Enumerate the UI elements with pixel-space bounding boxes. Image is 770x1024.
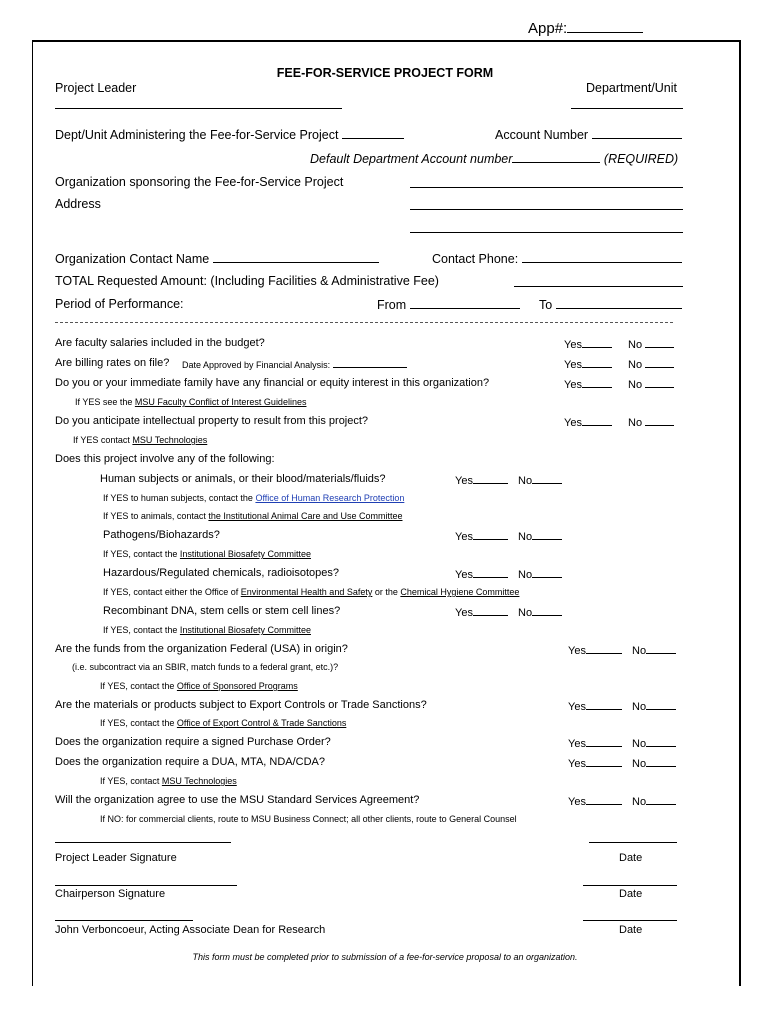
org-contact-label: Organization Contact Name xyxy=(55,252,210,266)
yes-label: Yes xyxy=(564,339,582,351)
yes-field[interactable] xyxy=(564,415,612,429)
no-label: No xyxy=(518,531,533,543)
note-hazardous-chemicals: If YES, contact either the Office of Environmental Health and Safety or the Chemical Hygiene Committee xyxy=(103,587,520,597)
yes-field[interactable] xyxy=(455,567,508,581)
leader-signature-line[interactable] xyxy=(55,842,231,843)
account-number-field[interactable] xyxy=(495,127,682,142)
yes-label: Yes xyxy=(568,738,586,750)
question-faculty-salaries: Are faculty salaries included in the budget? xyxy=(55,337,265,349)
total-requested-label: TOTAL Requested Amount: (Including Facilities & Administrative Fee) xyxy=(55,274,439,288)
yes-field[interactable] xyxy=(568,794,622,808)
yes-blank[interactable] xyxy=(473,473,508,484)
dean-date-label: Date xyxy=(619,924,643,936)
yes-blank[interactable] xyxy=(473,529,508,540)
question-intellectual-property: Do you anticipate intellectual property to result from this project? xyxy=(55,415,369,427)
link-export-control[interactable]: Office of Export Control & Trade Sanctions xyxy=(176,718,347,728)
no-blank[interactable] xyxy=(646,736,676,747)
org-contact-field[interactable] xyxy=(55,251,379,266)
yes-label: Yes xyxy=(564,417,582,429)
no-field[interactable] xyxy=(628,357,674,371)
no-field[interactable] xyxy=(628,377,674,391)
question-financial-interest: Do you or your immediate family have any financial or equity interest in this organization? xyxy=(55,377,490,389)
project-leader-blank[interactable] xyxy=(55,108,342,109)
dean-signature-line[interactable] xyxy=(55,920,193,921)
no-label: No xyxy=(518,569,533,581)
link-msu-technologies-2[interactable]: MSU Technologies xyxy=(161,776,237,786)
yes-label: Yes xyxy=(455,607,473,619)
project-leader-label: Project Leader xyxy=(55,81,137,95)
no-field[interactable] xyxy=(632,794,676,808)
yes-field[interactable] xyxy=(568,736,622,750)
address-blank-1[interactable] xyxy=(410,209,683,210)
app-number-label: App#: xyxy=(528,20,568,37)
question-federal-funds: Are the funds from the organization Federal (USA) in origin? xyxy=(55,643,348,655)
org-contact-blank[interactable] xyxy=(213,251,379,263)
note-pathogens: If YES, contact the Institutional Biosafety Committee xyxy=(103,549,311,559)
link-animal-care-committee[interactable]: the Institutional Animal Care and Use Committee xyxy=(208,511,403,521)
leader-signature-label: Project Leader Signature xyxy=(55,852,177,864)
no-blank[interactable] xyxy=(645,337,674,348)
section-divider xyxy=(55,322,673,323)
yes-field[interactable] xyxy=(568,699,622,713)
yes-field[interactable] xyxy=(564,357,612,371)
no-blank[interactable] xyxy=(532,605,562,616)
question-purchase-order: Does the organization require a signed Purchase Order? xyxy=(55,736,331,748)
yes-label: Yes xyxy=(568,796,586,808)
yes-label: Yes xyxy=(455,531,473,543)
form-title: FEE-FOR-SERVICE PROJECT FORM xyxy=(276,66,494,80)
yes-label: Yes xyxy=(455,475,473,487)
no-field[interactable] xyxy=(632,756,676,770)
period-from-label: From xyxy=(377,298,407,312)
default-account-label: Default Department Account number xyxy=(310,152,513,166)
no-blank[interactable] xyxy=(646,699,676,710)
no-field[interactable] xyxy=(632,736,676,750)
dept-admin-blank[interactable] xyxy=(342,127,404,139)
yes-blank[interactable] xyxy=(586,699,622,710)
chair-date-label: Date xyxy=(619,888,643,900)
yes-label: Yes xyxy=(564,379,582,391)
question-involve: Does this project involve any of the following: xyxy=(55,453,275,465)
yes-blank[interactable] xyxy=(582,377,612,388)
org-sponsoring-blank[interactable] xyxy=(410,187,683,188)
no-field[interactable] xyxy=(518,529,562,543)
yes-label: Yes xyxy=(568,701,586,713)
no-field[interactable] xyxy=(518,605,562,619)
yes-field[interactable] xyxy=(564,377,612,391)
no-blank[interactable] xyxy=(646,756,676,767)
account-number-blank[interactable] xyxy=(592,127,682,139)
no-blank[interactable] xyxy=(532,567,562,578)
note-federal-funds: If YES, contact the Office of Sponsored Programs xyxy=(100,681,298,691)
no-blank[interactable] xyxy=(532,529,562,540)
link-msu-technologies[interactable]: MSU Technologies xyxy=(132,435,208,445)
question-recombinant-dna: Recombinant DNA, stem cells or stem cell lines? xyxy=(103,605,341,617)
period-to-field[interactable] xyxy=(539,297,682,312)
yes-blank[interactable] xyxy=(586,736,622,747)
no-field[interactable] xyxy=(518,567,562,581)
leader-date-line[interactable] xyxy=(589,842,677,843)
yes-blank[interactable] xyxy=(586,643,622,654)
link-coi-guidelines[interactable]: MSU Faculty Conflict of Interest Guidelines xyxy=(134,397,307,407)
note-human-subjects: If YES to human subjects, contact the Office of Human Research Protection xyxy=(103,493,405,503)
question-pathogens: Pathogens/Biohazards? xyxy=(103,529,220,541)
contact-phone-blank[interactable] xyxy=(522,251,682,263)
yes-label: Yes xyxy=(568,758,586,770)
link-chemical-hygiene-committee[interactable]: Chemical Hygiene Committee xyxy=(400,587,520,597)
no-label: No xyxy=(518,475,533,487)
yes-blank[interactable] xyxy=(582,415,612,426)
required-label: (REQUIRED) xyxy=(603,152,679,166)
no-blank[interactable] xyxy=(645,415,674,426)
note-standard-agreement: If NO: for commercial clients, route to MSU Business Connect; all other clients, route to General Counsel xyxy=(100,814,517,824)
contact-phone-label: Contact Phone: xyxy=(432,252,519,266)
department-unit-label: Department/Unit xyxy=(586,81,678,95)
period-to-blank[interactable] xyxy=(556,297,682,309)
yes-field[interactable] xyxy=(455,529,508,543)
no-label: No xyxy=(628,379,643,391)
period-to-label: To xyxy=(539,298,553,312)
org-sponsoring-label: Organization sponsoring the Fee-for-Service Project xyxy=(55,175,344,189)
no-blank[interactable] xyxy=(645,357,674,368)
no-label: No xyxy=(628,359,643,371)
no-field[interactable] xyxy=(628,337,674,351)
account-number-label: Account Number xyxy=(495,128,589,142)
question-export-controls: Are the materials or products subject to Export Controls or Trade Sanctions? xyxy=(55,699,427,711)
no-field[interactable] xyxy=(628,415,674,429)
question-billing-rates: Are billing rates on file? xyxy=(55,357,170,369)
address-blank-2[interactable] xyxy=(410,232,683,233)
note-animals: If YES to animals, contact the Institutional Animal Care and Use Committee xyxy=(103,511,403,521)
link-sponsored-programs[interactable]: Office of Sponsored Programs xyxy=(176,681,298,691)
no-label: No xyxy=(628,417,643,429)
yes-label: Yes xyxy=(568,645,586,657)
chair-signature-line[interactable] xyxy=(55,885,237,886)
app-number-blank[interactable] xyxy=(567,21,643,33)
department-unit-blank[interactable] xyxy=(571,108,683,109)
contact-phone-field[interactable] xyxy=(432,251,682,266)
note-financial-interest: If YES see the MSU Faculty Conflict of Interest Guidelines xyxy=(75,397,307,407)
question-dua-mta: Does the organization require a DUA, MTA, NDA/CDA? xyxy=(55,756,326,768)
link-biosafety-committee[interactable]: Institutional Biosafety Committee xyxy=(179,549,311,559)
no-field[interactable] xyxy=(632,699,676,713)
chair-signature-label: Chairperson Signature xyxy=(55,888,166,900)
billing-date-label: Date Approved by Financial Analysis: xyxy=(182,360,331,370)
app-number-field[interactable] xyxy=(528,20,643,37)
no-field[interactable] xyxy=(632,643,676,657)
note-recombinant-dna: If YES, contact the Institutional Biosafety Committee xyxy=(103,625,311,635)
no-blank[interactable] xyxy=(532,473,562,484)
yes-field[interactable] xyxy=(568,643,622,657)
note-dua-mta: If YES, contact MSU Technologies xyxy=(100,776,237,786)
yes-blank[interactable] xyxy=(473,567,508,578)
link-human-research-protection[interactable]: Office of Human Research Protection xyxy=(255,493,405,503)
no-blank[interactable] xyxy=(646,643,676,654)
yes-label: Yes xyxy=(455,569,473,581)
no-label: No xyxy=(632,738,647,750)
default-account-field[interactable] xyxy=(310,151,678,166)
footer-note: This form must be completed prior to submission of a fee-for-service proposal to an organization. xyxy=(192,952,578,962)
no-blank[interactable] xyxy=(646,794,676,805)
no-label: No xyxy=(632,758,647,770)
dean-date-line[interactable] xyxy=(583,920,677,921)
total-requested-blank[interactable] xyxy=(514,286,683,287)
yes-blank[interactable] xyxy=(586,756,622,767)
question-hazardous-chemicals: Hazardous/Regulated chemicals, radioisotopes? xyxy=(103,567,340,579)
no-field[interactable] xyxy=(518,473,562,487)
billing-date-blank[interactable] xyxy=(333,358,407,368)
link-environmental-health-safety[interactable]: Environmental Health and Safety xyxy=(240,587,373,597)
link-biosafety-committee-2[interactable]: Institutional Biosafety Committee xyxy=(179,625,311,635)
dept-admin-field[interactable] xyxy=(55,127,404,142)
no-label: No xyxy=(632,645,647,657)
dean-signature-label: John Verboncoeur, Acting Associate Dean for Research xyxy=(55,924,326,936)
yes-blank[interactable] xyxy=(582,337,612,348)
note-intellectual-property: If YES contact MSU Technologies xyxy=(73,435,208,445)
question-human-subjects: Human subjects or animals, or their blood/materials/fluids? xyxy=(100,473,386,485)
address-label: Address xyxy=(55,197,101,211)
no-label: No xyxy=(628,339,643,351)
yes-field[interactable] xyxy=(455,473,508,487)
dept-admin-label: Dept/Unit Administering the Fee-for-Service Project xyxy=(55,128,339,142)
period-from-blank[interactable] xyxy=(410,297,520,309)
no-label: No xyxy=(518,607,533,619)
question-standard-agreement: Will the organization agree to use the MSU Standard Services Agreement? xyxy=(55,794,420,806)
billing-date-field[interactable] xyxy=(182,358,407,370)
leader-date-label: Date xyxy=(619,852,643,864)
note-export-controls: If YES, contact the Office of Export Control & Trade Sanctions xyxy=(100,718,347,728)
yes-field[interactable] xyxy=(564,337,612,351)
no-label: No xyxy=(632,701,647,713)
chair-date-line[interactable] xyxy=(583,885,677,886)
period-label: Period of Performance: xyxy=(55,297,184,311)
yes-field[interactable] xyxy=(568,756,622,770)
federal-funds-subtext: (i.e. subcontract via an SBIR, match funds to a federal grant, etc.)? xyxy=(72,662,339,672)
yes-blank[interactable] xyxy=(586,794,622,805)
default-account-blank[interactable] xyxy=(512,151,600,163)
yes-field[interactable] xyxy=(455,605,508,619)
yes-label: Yes xyxy=(564,359,582,371)
yes-blank[interactable] xyxy=(582,357,612,368)
yes-blank[interactable] xyxy=(473,605,508,616)
no-blank[interactable] xyxy=(645,377,674,388)
period-from-field[interactable] xyxy=(377,297,520,312)
no-label: No xyxy=(632,796,647,808)
